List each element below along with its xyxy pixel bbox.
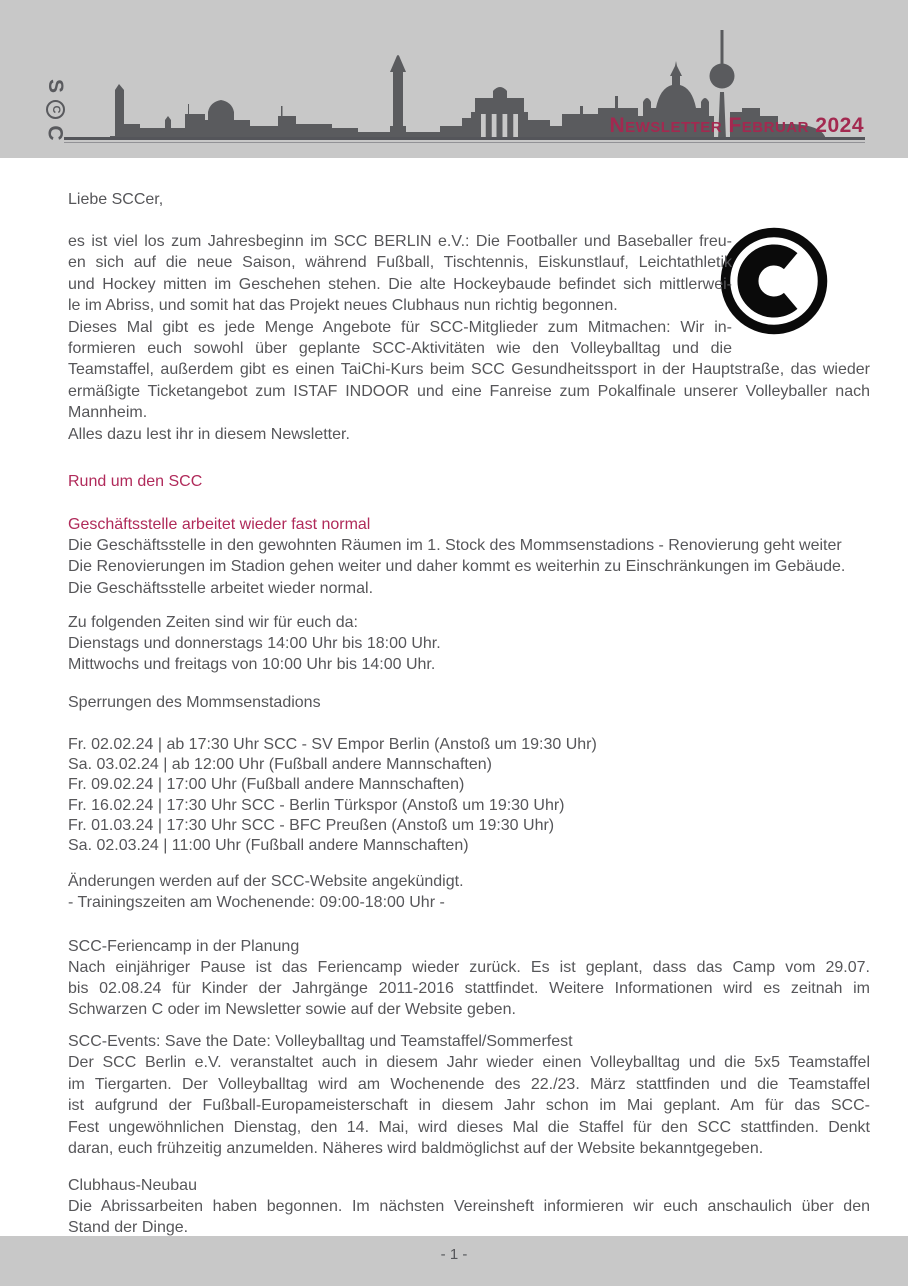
- paragraph-line: Stand der Dinge.: [68, 1219, 189, 1236]
- paragraph-line: Nach einjähriger Pause ist das Feriencamp wieder zurück. Es ist geplant, dass das Camp vom 29.07.: [68, 959, 870, 976]
- paragraph-line: en sich auf die neue Saison, während Fußball, Tischtennis, Eiskunstlauf, Leichtathletik: [68, 254, 732, 271]
- closure-entry: Fr. 01.03.24 | 17:30 Uhr SCC - BFC Preußen (Anstoß um 19:30 Uhr): [68, 817, 555, 834]
- page-number: - 1 -: [440, 1246, 468, 1263]
- opening-hours-line: Mittwochs und freitags von 10:00 Uhr bis 14:00 Uhr.: [68, 656, 436, 673]
- closure-note: Änderungen werden auf der SCC-Website angekündigt.: [68, 873, 464, 890]
- section-heading-geschaeftsstelle: Geschäftsstelle arbeitet wieder fast normal: [68, 516, 371, 533]
- section-heading-clubhaus: Clubhaus-Neubau: [68, 1177, 197, 1194]
- paragraph-line: Fest ungewöhnlichen Dienstag, den 14. Mai, wird dieses Mal die Staffel für den SCC stattfinden. Denkt: [68, 1119, 870, 1136]
- newsletter-title: Newsletter Februar 2024: [609, 114, 864, 137]
- greeting-line: Liebe SCCer,: [68, 191, 164, 208]
- paragraph-line: Schwarzen C oder im Newsletter sowie auf der Website geben.: [68, 1001, 516, 1018]
- closure-entry: Fr. 02.02.24 | ab 17:30 Uhr SCC - SV Empor Berlin (Anstoß um 19:30 Uhr): [68, 736, 597, 753]
- closure-note: - Trainingszeiten am Wochenende: 09:00-18:00 Uhr -: [68, 894, 445, 911]
- paragraph-line: im Tiergarten. Der Volleyballtag wird am Wochenende des 22./23. März stattfinden und die Teamstaffel: [68, 1076, 870, 1093]
- paragraph-line: Mannheim.: [68, 404, 148, 421]
- section-heading-rund-um-den-scc: Rund um den SCC: [68, 473, 203, 490]
- header-rule: [64, 137, 865, 140]
- opening-hours-line: Zu folgenden Zeiten sind wir für euch da:: [68, 614, 358, 631]
- paragraph-line: bis 02.08.24 für Kinder der Jahrgänge 2011-2016 stattfindet. Weitere Informationen wird es zeitnah im: [68, 980, 870, 997]
- paragraph-line: formieren euch sowohl über geplante SCC-Aktivitäten wie den Volleyballtag und die: [68, 340, 732, 357]
- paragraph-line: Die Geschäftsstelle arbeitet wieder normal.: [68, 580, 374, 597]
- paragraph-line: und Hockey mitten im Geschehen stehen. Die alte Hockeybaude befindet sich mittlerwei-: [68, 276, 732, 293]
- closure-entry: Sa. 03.02.24 | ab 12:00 Uhr (Fußball andere Mannschaften): [68, 756, 492, 773]
- scc-logo-letter: C: [43, 125, 67, 141]
- section-heading-events: SCC-Events: Save the Date: Volleyballtag und Teamstaffel/Sommerfest: [68, 1033, 573, 1050]
- closure-entry: Fr. 16.02.24 | 17:30 Uhr SCC - Berlin Türkspor (Anstoß um 19:30 Uhr): [68, 797, 565, 814]
- paragraph-line: le im Abriss, und somit hat das Projekt neues Clubhaus nun richtig begonnen.: [68, 297, 618, 314]
- section-heading-feriencamp: SCC-Feriencamp in der Planung: [68, 938, 300, 955]
- scc-logo-letter: S: [43, 78, 67, 94]
- paragraph-line: es ist viel los zum Jahresbeginn im SCC BERLIN e.V.: Die Footballer und Baseballer freu-: [68, 233, 732, 250]
- paragraph-line: Teamstaffel, außerdem gibt es einen TaiChi-Kurs beim SCC Gesundheitssport in der Hauptstraße, das wieder: [68, 361, 870, 378]
- paragraph-line: ermäßigte Ticketangebot zum ISTAF INDOOR und eine Fanreise zum Pokalfinale unserer Volleyballer nach: [68, 383, 870, 400]
- closure-entry: Sa. 02.03.24 | 11:00 Uhr (Fußball andere Mannschaften): [68, 837, 469, 854]
- paragraph-line: Die Renovierungen im Stadion gehen weiter und daher kommt es weiterhin zu Einschränkungen im Gebäude.: [68, 558, 846, 575]
- closure-entry: Fr. 09.02.24 | 17:00 Uhr (Fußball andere Mannschaften): [68, 776, 465, 793]
- section-heading-sperrungen: Sperrungen des Mommsenstadions: [68, 694, 321, 711]
- opening-hours-line: Dienstags und donnerstags 14:00 Uhr bis 18:00 Uhr.: [68, 635, 441, 652]
- scc-vertical-logo: [42, 74, 68, 145]
- schwarzes-c-logo-icon: [718, 225, 830, 337]
- scc-logo-circled-c-icon: C: [46, 100, 65, 119]
- paragraph-line: Die Abrissarbeiten haben begonnen. Im nächsten Vereinsheft informieren wir euch anschaulich über den: [68, 1198, 870, 1215]
- paragraph-line: Der SCC Berlin e.V. veranstaltet auch in diesem Jahr wieder einen Volleyballtag und die 5x5 Teamstaffel: [68, 1054, 870, 1071]
- header-band: [0, 0, 908, 158]
- paragraph-line: daran, euch frühzeitig anzumelden. Näheres wird baldmöglichst auf der Website bekanntgegeben.: [68, 1140, 764, 1157]
- paragraph-line: ist aufgrund der Fußball-Europameisterschaft in diesem Jahr schon im Mai geplant. Am für das SCC-: [68, 1097, 870, 1114]
- paragraph-line: Dieses Mal gibt es jede Menge Angebote für SCC-Mitglieder zum Mitmachen: Wir in-: [68, 319, 732, 336]
- paragraph-line: Alles dazu lest ihr in diesem Newsletter.: [68, 426, 350, 443]
- paragraph-line: Die Geschäftsstelle in den gewohnten Räumen im 1. Stock des Mommsenstadions - Renovierung geht weiter: [68, 537, 842, 554]
- header-rule-shadow: [64, 142, 865, 143]
